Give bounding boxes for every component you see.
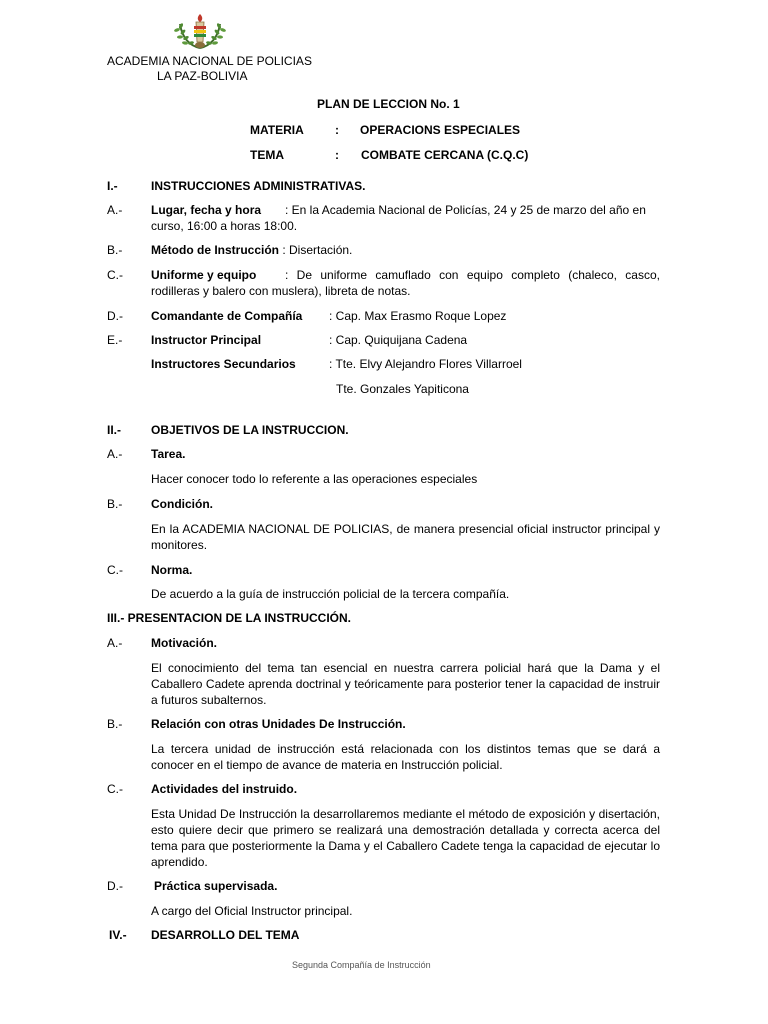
motivacion-number: A.-	[107, 636, 123, 650]
item-c-number: C.-	[107, 268, 123, 282]
condicion-label: Condición.	[151, 497, 213, 511]
lugar-text: : En la Academia Nacional de Policías, 24 y 25 de marzo del año en	[285, 203, 646, 217]
actividades-text: Esta Unidad De Instrucción la desarrollaremos mediante el método de exposición y disertación, esto quiere decir que primero se realizará una demostración detallada y correcta acerca del tema para que posteriormente la Dama y el Caballero Cadete tenga la capacidad de ejecutar lo aprendido.	[151, 807, 660, 869]
item-e-number: E.-	[107, 333, 123, 347]
section-1-number: I.-	[107, 179, 118, 193]
materia-separator: :	[335, 123, 339, 137]
lugar-label: Lugar, fecha y hora	[151, 203, 262, 217]
instructor-secundario-1: : Tte. Elvy Alejandro Flores Villarroel	[329, 357, 522, 371]
metodo-label: Método de Instrucción	[151, 243, 280, 257]
norma-label: Norma.	[151, 563, 193, 577]
page-footer: Segunda Compañía de Instrucción	[292, 960, 431, 970]
practica-number: D.-	[107, 879, 123, 893]
instructor-principal-label: Instructor Principal	[151, 333, 262, 347]
comandante-text: : Cap. Max Erasmo Roque Lopez	[329, 309, 507, 323]
lesson-plan-title: PLAN DE LECCION No. 1	[317, 97, 460, 111]
instructor-principal-text: : Cap. Quiquijana Cadena	[329, 333, 468, 347]
norma-number: C.-	[107, 563, 123, 577]
condicion-text: En la ACADEMIA NACIONAL DE POLICIAS, de manera presencial oficial instructor principal y monitores.	[151, 522, 660, 552]
item-d-number: D.-	[107, 309, 123, 323]
uniforme-label: Uniforme y equipo	[151, 268, 257, 282]
motivacion-label: Motivación.	[151, 636, 218, 650]
police-emblem-icon	[172, 12, 228, 52]
metodo-line	[151, 243, 352, 258]
actividades-number: C.-	[107, 782, 123, 796]
instructor-secundario-2: Tte. Gonzales Yapiticona	[336, 382, 469, 396]
relacion-number: B.-	[107, 717, 123, 731]
institution-name: ACADEMIA NACIONAL DE POLICIAS	[107, 54, 312, 68]
condicion-number: B.-	[107, 497, 123, 511]
tarea-label: Tarea.	[151, 447, 186, 461]
materia-label: MATERIA	[250, 123, 304, 137]
tarea-text: Hacer conocer todo lo referente a las operaciones especiales	[151, 472, 478, 486]
norma-text: De acuerdo a la guía de instrucción policial de la tercera compañía.	[151, 587, 510, 601]
lugar-text-cont: curso, 16:00 a horas 18:00.	[151, 219, 298, 233]
section-4-number: IV.-	[109, 928, 127, 942]
practica-label: Práctica supervisada.	[154, 879, 278, 893]
section-2-number: II.-	[107, 423, 121, 437]
item-a-number: A.-	[107, 203, 123, 217]
relacion-label: Relación con otras Unidades De Instrucción.	[151, 717, 406, 731]
motivacion-text: El conocimiento del tema tan esencial en nuestra carrera policial hará que la Dama y el Caballero Cadete aprenda doctrinal y teóricamente para posterior tener la capacidad de instruir a futuros subalternos.	[151, 661, 660, 707]
comandante-label: Comandante de Compañía	[151, 309, 303, 323]
practica-text: A cargo del Oficial Instructor principal.	[151, 904, 353, 918]
tarea-number: A.-	[107, 447, 123, 461]
actividades-label: Actividades del instruido.	[151, 782, 298, 796]
section-3-title: III.- PRESENTACION DE LA INSTRUCCIÓN.	[107, 611, 352, 625]
relacion-text: La tercera unidad de instrucción está relacionada con los distintos temas que se dará a conocer en el tiempo de avance de materia en Instrucción policial.	[151, 742, 660, 772]
uniforme-text: : De uniforme camuflado con equipo completo (chaleco, casco,	[285, 268, 660, 282]
tema-label: TEMA	[250, 148, 284, 162]
section-2-title: OBJETIVOS DE LA INSTRUCCION.	[151, 423, 349, 437]
institution-location: LA PAZ-BOLIVIA	[157, 69, 248, 83]
tema-value: COMBATE CERCANA (C.Q.C)	[361, 148, 529, 162]
uniforme-text-cont: rodilleras y balero con muslera), libreta de notas.	[151, 284, 411, 298]
item-b-number: B.-	[107, 243, 123, 257]
section-4-title: DESARROLLO DEL TEMA	[151, 928, 300, 942]
section-1-title: INSTRUCCIONES ADMINISTRATIVAS.	[151, 179, 366, 193]
metodo-text: : Disertación.	[279, 243, 353, 257]
instructores-secundarios-label: Instructores Secundarios	[151, 357, 296, 371]
materia-value: OPERACIONS ESPECIALES	[360, 123, 521, 137]
tema-separator: :	[335, 148, 339, 162]
